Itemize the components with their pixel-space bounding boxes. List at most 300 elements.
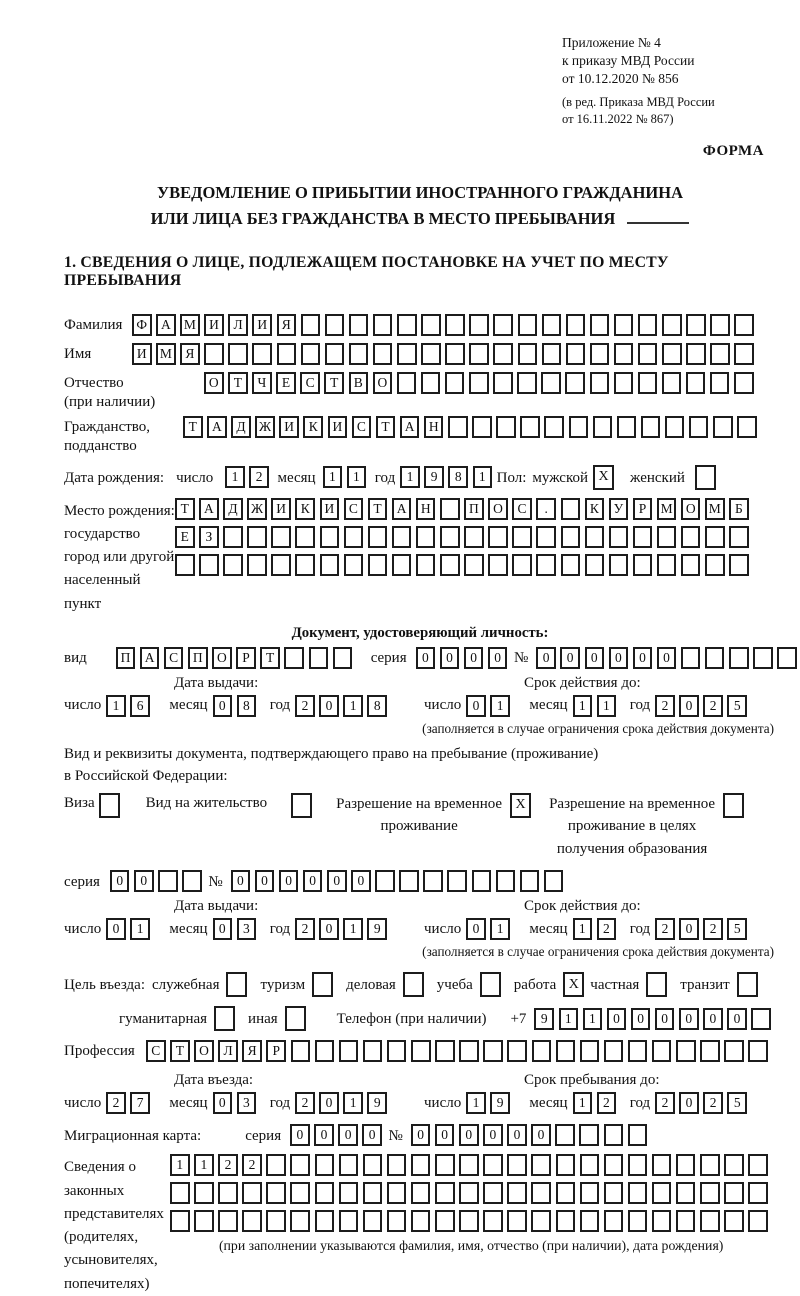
char-cell[interactable] [531,1210,551,1232]
char-cell[interactable] [199,554,219,576]
char-cell[interactable] [459,1182,479,1204]
char-cell[interactable] [569,416,589,438]
char-cell[interactable] [604,1040,624,1062]
char-cell[interactable] [368,554,388,576]
res-expiry-month-grid[interactable] [573,918,621,940]
char-cell[interactable] [349,343,369,365]
char-cell[interactable] [604,1124,624,1146]
char-cell[interactable] [676,1210,696,1232]
char-cell[interactable] [604,1210,624,1232]
char-cell[interactable]: С [512,498,532,520]
char-cell[interactable]: 1 [106,695,126,717]
char-cell[interactable] [344,554,364,576]
char-cell[interactable] [579,1124,599,1146]
char-cell[interactable] [271,554,291,576]
char-cell[interactable] [652,1154,672,1176]
char-cell[interactable] [681,647,701,669]
char-cell[interactable]: 0 [703,1008,723,1030]
char-cell[interactable]: 2 [655,695,675,717]
char-cell[interactable]: 0 [536,647,556,669]
char-cell[interactable] [705,647,725,669]
char-cell[interactable] [472,416,492,438]
female-checkbox[interactable] [695,465,716,490]
char-cell[interactable] [652,1182,672,1204]
edu-permit-checkbox[interactable] [723,793,744,818]
char-cell[interactable] [729,526,749,548]
char-cell[interactable]: А [400,416,420,438]
char-cell[interactable]: О [212,647,232,669]
char-cell[interactable] [493,343,513,365]
char-cell[interactable]: 0 [290,1124,310,1146]
char-cell[interactable] [518,343,538,365]
char-cell[interactable]: 0 [362,1124,382,1146]
char-cell[interactable] [363,1040,383,1062]
char-cell[interactable] [421,372,441,394]
char-cell[interactable] [325,343,345,365]
char-cell[interactable] [556,1210,576,1232]
char-cell[interactable] [614,343,634,365]
char-cell[interactable] [536,526,556,548]
char-cell[interactable] [158,870,178,892]
char-cell[interactable] [493,372,513,394]
res-issue-day-grid[interactable] [106,918,154,940]
char-cell[interactable]: М [705,498,725,520]
char-cell[interactable] [724,1154,744,1176]
char-cell[interactable]: Т [228,372,248,394]
char-cell[interactable]: Ж [255,416,275,438]
char-cell[interactable] [665,416,685,438]
char-cell[interactable] [705,526,725,548]
profession-grid[interactable] [146,1040,772,1062]
char-cell[interactable] [472,870,492,892]
char-cell[interactable] [520,416,540,438]
char-cell[interactable]: 0 [319,695,339,717]
purpose-study-checkbox[interactable] [480,972,501,997]
char-cell[interactable]: 0 [351,870,371,892]
char-cell[interactable] [657,526,677,548]
char-cell[interactable]: 1 [343,1092,363,1114]
doc-issue-day-grid[interactable] [106,695,154,717]
char-cell[interactable]: 1 [597,695,617,717]
char-cell[interactable]: 9 [367,1092,387,1114]
char-cell[interactable] [344,526,364,548]
char-cell[interactable]: 1 [490,695,510,717]
char-cell[interactable]: 0 [213,695,233,717]
residence-permit-checkbox[interactable] [291,793,312,818]
char-cell[interactable]: 0 [231,870,251,892]
char-cell[interactable]: 7 [130,1092,150,1114]
char-cell[interactable]: С [300,372,320,394]
char-cell[interactable] [729,554,749,576]
char-cell[interactable] [585,526,605,548]
char-cell[interactable]: Т [368,498,388,520]
char-cell[interactable]: 2 [242,1154,262,1176]
char-cell[interactable] [488,554,508,576]
char-cell[interactable]: Ж [247,498,267,520]
char-cell[interactable] [368,526,388,548]
char-cell[interactable]: Т [324,372,344,394]
char-cell[interactable]: С [344,498,364,520]
stay-day-grid[interactable] [466,1092,514,1114]
purpose-other-checkbox[interactable] [285,1006,306,1031]
char-cell[interactable]: 2 [597,1092,617,1114]
char-cell[interactable]: Р [633,498,653,520]
char-cell[interactable]: 9 [367,918,387,940]
char-cell[interactable] [641,416,661,438]
char-cell[interactable] [375,870,395,892]
char-cell[interactable] [748,1210,768,1232]
char-cell[interactable] [531,1182,551,1204]
char-cell[interactable]: О [488,498,508,520]
char-cell[interactable]: 0 [655,1008,675,1030]
char-cell[interactable] [445,343,465,365]
char-cell[interactable]: З [199,526,219,548]
char-cell[interactable]: О [204,372,224,394]
char-cell[interactable] [301,343,321,365]
char-cell[interactable]: 0 [679,1092,699,1114]
char-cell[interactable]: Т [170,1040,190,1062]
char-cell[interactable] [411,1040,431,1062]
birth-month-grid[interactable] [323,466,371,488]
char-cell[interactable] [440,526,460,548]
char-cell[interactable]: 1 [343,918,363,940]
char-cell[interactable] [493,314,513,336]
char-cell[interactable]: К [295,498,315,520]
char-cell[interactable] [483,1182,503,1204]
res-issue-year-grid[interactable] [295,918,391,940]
char-cell[interactable] [580,1154,600,1176]
char-cell[interactable] [633,526,653,548]
char-cell[interactable] [290,1210,310,1232]
char-cell[interactable] [614,372,634,394]
char-cell[interactable] [700,1154,720,1176]
char-cell[interactable] [277,343,297,365]
char-cell[interactable] [628,1210,648,1232]
char-cell[interactable]: Д [231,416,251,438]
char-cell[interactable] [464,554,484,576]
char-cell[interactable] [657,554,677,576]
char-cell[interactable]: 9 [490,1092,510,1114]
given-name-grid[interactable] [132,343,758,365]
char-cell[interactable] [387,1210,407,1232]
char-cell[interactable] [633,554,653,576]
birth-place-row3-grid[interactable] [175,554,753,576]
char-cell[interactable] [421,314,441,336]
char-cell[interactable] [218,1210,238,1232]
char-cell[interactable] [271,526,291,548]
legal-reps-row2-grid[interactable] [170,1182,772,1204]
char-cell[interactable]: 1 [400,466,420,488]
char-cell[interactable]: 0 [507,1124,527,1146]
res-expiry-day-grid[interactable] [466,918,514,940]
char-cell[interactable]: М [180,314,200,336]
char-cell[interactable] [713,416,733,438]
char-cell[interactable] [609,526,629,548]
char-cell[interactable] [604,1182,624,1204]
char-cell[interactable]: Н [416,498,436,520]
char-cell[interactable] [459,1210,479,1232]
char-cell[interactable] [290,1182,310,1204]
char-cell[interactable]: 8 [367,695,387,717]
char-cell[interactable] [411,1154,431,1176]
char-cell[interactable] [512,526,532,548]
char-cell[interactable] [724,1040,744,1062]
char-cell[interactable]: 1 [573,918,593,940]
char-cell[interactable] [387,1040,407,1062]
char-cell[interactable] [459,1040,479,1062]
char-cell[interactable] [445,372,465,394]
char-cell[interactable] [556,1182,576,1204]
char-cell[interactable]: Т [175,498,195,520]
char-cell[interactable] [325,314,345,336]
char-cell[interactable] [748,1154,768,1176]
char-cell[interactable]: Т [183,416,203,438]
char-cell[interactable]: В [349,372,369,394]
char-cell[interactable]: П [188,647,208,669]
char-cell[interactable] [496,416,516,438]
char-cell[interactable]: 0 [411,1124,431,1146]
char-cell[interactable] [397,314,417,336]
char-cell[interactable] [228,343,248,365]
char-cell[interactable]: 0 [607,1008,627,1030]
char-cell[interactable] [339,1182,359,1204]
char-cell[interactable]: 2 [218,1154,238,1176]
res-issue-month-grid[interactable] [213,918,261,940]
char-cell[interactable]: 2 [106,1092,126,1114]
char-cell[interactable] [435,1210,455,1232]
char-cell[interactable]: 0 [338,1124,358,1146]
char-cell[interactable]: П [464,498,484,520]
char-cell[interactable] [483,1154,503,1176]
char-cell[interactable] [397,372,417,394]
doc-expiry-month-grid[interactable] [573,695,621,717]
char-cell[interactable] [392,526,412,548]
char-cell[interactable] [242,1182,262,1204]
char-cell[interactable] [447,870,467,892]
legal-reps-row3-grid[interactable] [170,1210,772,1232]
char-cell[interactable]: М [156,343,176,365]
purpose-business-checkbox[interactable] [226,972,247,997]
char-cell[interactable] [700,1210,720,1232]
char-cell[interactable]: 0 [585,647,605,669]
char-cell[interactable]: 8 [448,466,468,488]
birth-day-grid[interactable] [225,466,273,488]
temp-permit-checkbox[interactable]: X [510,793,531,818]
char-cell[interactable] [421,343,441,365]
char-cell[interactable]: 2 [655,918,675,940]
char-cell[interactable] [544,870,564,892]
char-cell[interactable] [566,343,586,365]
char-cell[interactable]: И [132,343,152,365]
char-cell[interactable] [194,1210,214,1232]
char-cell[interactable]: Я [180,343,200,365]
char-cell[interactable]: 1 [194,1154,214,1176]
char-cell[interactable] [662,343,682,365]
char-cell[interactable] [681,526,701,548]
char-cell[interactable]: 0 [319,918,339,940]
char-cell[interactable]: 1 [583,1008,603,1030]
purpose-tourism-checkbox[interactable] [312,972,333,997]
char-cell[interactable] [518,314,538,336]
purpose-work-checkbox[interactable]: X [563,972,584,997]
char-cell[interactable] [373,343,393,365]
stay-month-grid[interactable] [573,1092,621,1114]
char-cell[interactable] [423,870,443,892]
char-cell[interactable]: 1 [225,466,245,488]
char-cell[interactable] [566,314,586,336]
char-cell[interactable] [734,343,754,365]
char-cell[interactable] [628,1124,648,1146]
char-cell[interactable]: П [116,647,136,669]
char-cell[interactable] [411,1210,431,1232]
char-cell[interactable]: 0 [416,647,436,669]
char-cell[interactable] [295,554,315,576]
char-cell[interactable] [686,343,706,365]
char-cell[interactable]: 9 [534,1008,554,1030]
char-cell[interactable] [700,1040,720,1062]
char-cell[interactable]: Т [376,416,396,438]
char-cell[interactable] [295,526,315,548]
char-cell[interactable]: 0 [110,870,130,892]
char-cell[interactable]: 0 [609,647,629,669]
char-cell[interactable] [315,1210,335,1232]
char-cell[interactable] [175,554,195,576]
char-cell[interactable] [689,416,709,438]
char-cell[interactable] [373,314,393,336]
char-cell[interactable] [556,1040,576,1062]
char-cell[interactable]: 1 [466,1092,486,1114]
char-cell[interactable]: 3 [237,1092,257,1114]
char-cell[interactable]: 2 [295,695,315,717]
char-cell[interactable]: А [140,647,160,669]
char-cell[interactable]: Ф [132,314,152,336]
char-cell[interactable]: 2 [295,1092,315,1114]
char-cell[interactable] [194,1182,214,1204]
char-cell[interactable] [628,1040,648,1062]
res-series-grid[interactable] [110,870,206,892]
char-cell[interactable] [204,343,224,365]
char-cell[interactable] [628,1182,648,1204]
char-cell[interactable]: К [585,498,605,520]
char-cell[interactable]: 0 [464,647,484,669]
char-cell[interactable]: 8 [237,695,257,717]
char-cell[interactable]: 0 [303,870,323,892]
char-cell[interactable] [488,526,508,548]
char-cell[interactable] [662,372,682,394]
char-cell[interactable]: 0 [314,1124,334,1146]
char-cell[interactable]: 0 [279,870,299,892]
char-cell[interactable] [507,1040,527,1062]
char-cell[interactable] [339,1210,359,1232]
char-cell[interactable] [435,1154,455,1176]
char-cell[interactable] [496,870,516,892]
char-cell[interactable] [507,1154,527,1176]
birth-place-row1-grid[interactable] [175,498,753,520]
char-cell[interactable]: С [352,416,372,438]
char-cell[interactable] [387,1182,407,1204]
char-cell[interactable]: 0 [727,1008,747,1030]
char-cell[interactable] [710,372,730,394]
char-cell[interactable]: 2 [295,918,315,940]
char-cell[interactable] [710,314,730,336]
char-cell[interactable] [448,416,468,438]
char-cell[interactable] [301,314,321,336]
char-cell[interactable]: М [657,498,677,520]
char-cell[interactable] [416,554,436,576]
char-cell[interactable] [734,372,754,394]
char-cell[interactable]: 5 [727,695,747,717]
char-cell[interactable]: 0 [327,870,347,892]
char-cell[interactable]: 6 [130,695,150,717]
male-checkbox[interactable]: X [593,465,614,490]
char-cell[interactable] [469,314,489,336]
char-cell[interactable] [416,526,436,548]
char-cell[interactable]: Н [424,416,444,438]
char-cell[interactable] [590,314,610,336]
char-cell[interactable]: Р [236,647,256,669]
char-cell[interactable]: 1 [559,1008,579,1030]
char-cell[interactable]: Л [218,1040,238,1062]
char-cell[interactable]: Е [175,526,195,548]
char-cell[interactable]: 1 [573,695,593,717]
char-cell[interactable] [724,1210,744,1232]
char-cell[interactable] [520,870,540,892]
char-cell[interactable]: 0 [679,695,699,717]
char-cell[interactable] [290,1154,310,1176]
char-cell[interactable] [542,314,562,336]
char-cell[interactable] [247,554,267,576]
char-cell[interactable] [247,526,267,548]
char-cell[interactable] [676,1154,696,1176]
char-cell[interactable] [700,1182,720,1204]
char-cell[interactable] [469,372,489,394]
char-cell[interactable] [585,554,605,576]
char-cell[interactable]: 0 [134,870,154,892]
char-cell[interactable]: 1 [130,918,150,940]
char-cell[interactable]: 3 [237,918,257,940]
char-cell[interactable]: 0 [633,647,653,669]
char-cell[interactable]: Л [228,314,248,336]
char-cell[interactable] [531,1154,551,1176]
phone-grid[interactable] [534,1008,775,1030]
char-cell[interactable] [440,554,460,576]
char-cell[interactable] [507,1182,527,1204]
purpose-humanitarian-checkbox[interactable] [214,1006,235,1031]
char-cell[interactable] [363,1210,383,1232]
char-cell[interactable] [284,647,304,669]
char-cell[interactable] [686,314,706,336]
char-cell[interactable]: Е [276,372,296,394]
char-cell[interactable]: 1 [343,695,363,717]
char-cell[interactable] [561,554,581,576]
visa-checkbox[interactable] [99,793,120,818]
char-cell[interactable] [544,416,564,438]
char-cell[interactable] [291,1040,311,1062]
char-cell[interactable] [464,526,484,548]
char-cell[interactable] [309,647,329,669]
char-cell[interactable]: 2 [249,466,269,488]
char-cell[interactable]: Т [260,647,280,669]
char-cell[interactable]: 0 [679,918,699,940]
char-cell[interactable] [614,314,634,336]
char-cell[interactable]: 0 [435,1124,455,1146]
char-cell[interactable] [242,1210,262,1232]
char-cell[interactable] [320,526,340,548]
doc-issue-year-grid[interactable] [295,695,391,717]
char-cell[interactable]: 2 [703,918,723,940]
char-cell[interactable]: . [536,498,556,520]
mc-series-grid[interactable] [290,1124,386,1146]
